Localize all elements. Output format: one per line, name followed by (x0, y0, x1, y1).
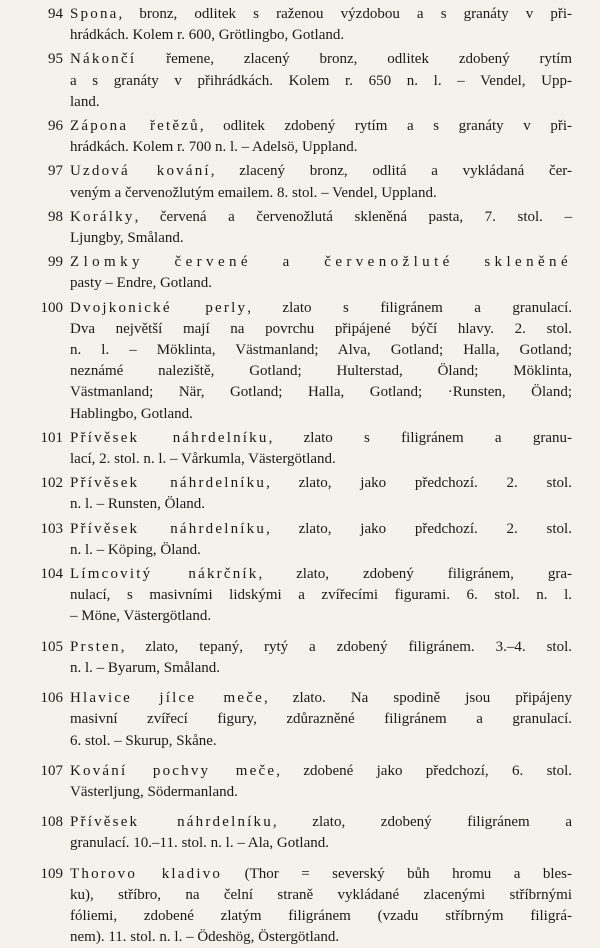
entry-term: Hlavice jílce meče (70, 690, 264, 707)
catalog-entry (30, 207, 572, 249)
entry-line: veným a červenožlutým emailem. 8. stol. – Vendel, Uppland. (70, 184, 437, 201)
entry-line (70, 564, 572, 585)
entry-line: 6. stol. – Skurup, Skåne. (70, 732, 217, 749)
entry-description (70, 161, 572, 203)
catalog-entry (30, 637, 572, 679)
entry-line: Hablingbo, Gotland. (70, 405, 193, 422)
entry-line (70, 864, 572, 885)
entry-line: granulací. 10.–11. stol. n. l. – Ala, Gotland. (70, 835, 329, 852)
entry-line: hrádkách. Kolem r. 600, Grötlingbo, Gotland. (70, 27, 345, 44)
catalog-entry (30, 812, 572, 854)
entry-text: (Thor = severský bůh hromu a bles- (222, 865, 572, 882)
entry-description (70, 637, 572, 679)
entry-description (70, 116, 572, 158)
entry-text: , zlato, zdobený filigránem a (272, 814, 572, 831)
entry-line (70, 4, 572, 25)
entry-text: , zlacený bronz, odlitá a vykládaná čer- (210, 163, 572, 180)
entry-number: 106 (40, 690, 63, 707)
entry-description (70, 4, 572, 46)
entry-description (70, 864, 572, 948)
entry-text: řemene, zlacený bronz, odlitek zdobený rytím (136, 51, 572, 68)
entry-line: Ljungby, Småland. (70, 230, 184, 247)
entry-description (70, 519, 572, 561)
entry-line (70, 519, 572, 540)
entry-text: , bronz, odlitek s raženou výzdobou a s granáty v při- (118, 6, 572, 22)
entry-description (70, 207, 572, 249)
entry-description (70, 812, 572, 854)
entry-description (70, 761, 572, 803)
entry-number: 108 (40, 814, 63, 831)
entry-description (70, 473, 572, 515)
entry-term: Přívěsek náhrdelníku (70, 429, 269, 446)
entry-number: 101 (40, 429, 63, 446)
entry-line (70, 161, 572, 182)
entry-term: Spona (70, 6, 119, 22)
entry-term: Uzdová kování (70, 163, 211, 180)
catalog-entry (30, 761, 572, 803)
entry-description (70, 564, 572, 628)
entry-line (70, 207, 572, 228)
entry-line: fóliemi, zdobené zlatým filigránem (vzadu stříbrným filigrá- (70, 907, 572, 924)
entry-number: 96 (48, 118, 63, 135)
entry-line: n. l. – Runsten, Öland. (70, 496, 205, 513)
entry-description (70, 298, 572, 425)
entry-line (70, 252, 572, 273)
catalog-entry (30, 864, 572, 948)
entry-term: Kování pochvy meče (70, 762, 277, 779)
entry-line (70, 116, 572, 137)
entry-description (70, 688, 572, 752)
entry-term: Nákončí (70, 51, 137, 68)
entry-description (70, 428, 572, 470)
entry-number: 100 (40, 299, 63, 316)
entry-number: 103 (40, 520, 63, 537)
entry-term: Dvojkonické perly (70, 299, 248, 316)
entry-line: – Möne, Västergötland. (70, 608, 212, 625)
entry-term: Korálky (70, 208, 135, 225)
entry-number: 95 (48, 51, 63, 68)
entry-term: Prsten (70, 638, 121, 655)
entry-line: nulací, s masivními lidskými a zvířecími figurami. 6. stol. n. l. (70, 587, 572, 604)
entry-term: Thorovo kladivo (70, 865, 223, 882)
entry-number: 99 (48, 254, 63, 271)
entry-line: hrádkách. Kolem r. 700 n. l. – Adelsö, Uppland. (70, 139, 358, 156)
entry-number: 94 (48, 6, 63, 22)
entry-line (70, 688, 572, 709)
entry-number: 98 (48, 208, 63, 225)
entry-line: n. l. – Köping, Öland. (70, 541, 201, 558)
entry-line (70, 761, 572, 782)
entry-line (70, 473, 572, 494)
catalog-entry (30, 252, 572, 294)
catalog-entry (30, 688, 572, 752)
entry-number: 109 (40, 865, 63, 882)
entry-text: , zlato s filigránem a granulací. (247, 299, 572, 316)
entry-line: Västerljung, Södermanland. (70, 783, 238, 800)
entry-description (70, 49, 572, 113)
entry-term: Zlomky červené a červenožluté skleněné (70, 254, 572, 271)
catalog-entry (30, 49, 572, 113)
entry-term: Zápona řetězů (70, 118, 200, 135)
entry-line: nem). 11. stol. n. l. – Ödeshög, Östergötland. (70, 929, 340, 946)
catalog-entry (30, 564, 572, 628)
catalog-entry (30, 161, 572, 203)
entry-number: 105 (40, 638, 63, 655)
entry-number: 107 (40, 762, 63, 779)
entry-term: Límcovitý nákrčník (70, 566, 259, 583)
entry-text: , odlitek zdobený rytím a s granáty v při- (199, 118, 573, 135)
entry-line: a s granáty v přihrádkách. Kolem r. 650 n. l. – Vendel, Upp- (70, 72, 572, 89)
entry-text: , červená a červenožlutá skleněná pasta, 7. stol. – (134, 208, 572, 225)
entry-line (70, 49, 572, 70)
catalog-entry (30, 298, 572, 425)
catalog-entry (30, 116, 572, 158)
entry-term: Přívěsek náhrdelníku (70, 814, 273, 831)
catalog-entry (30, 428, 572, 470)
entry-text: , zdobené jako předchozí, 6. stol. (276, 762, 573, 779)
entry-line (70, 637, 572, 658)
entry-text: , zlato, tepaný, rytý a zdobený filigránem. 3.–4. stol. (120, 638, 572, 655)
entry-text: , zlato. Na spodině jsou připájeny (263, 690, 572, 707)
entry-line (70, 428, 572, 449)
entry-line: neznámé naleziště, Gotland; Hulterstad, Öland; Möklinta, (70, 363, 572, 380)
entry-line: Västmanland; När, Gotland; Halla, Gotland; ·Runsten, Öland; (70, 384, 572, 401)
catalog-entry (30, 519, 572, 561)
catalog-entry (30, 4, 572, 46)
entry-text: , zlato, zdobený filigránem, gra- (258, 566, 572, 583)
entry-number: 97 (48, 163, 63, 180)
entry-line: ku), stříbro, na čelní straně vykládané zlacenými stříbrnými (70, 886, 572, 903)
entry-list (30, 4, 572, 948)
entry-line: pasty – Endre, Gotland. (70, 275, 213, 292)
entry-line: Dva největší mají na povrchu připájené býčí hlavy. 2. stol. (70, 320, 572, 337)
entry-term: Přívěsek náhrdelníku (70, 520, 267, 537)
entry-line: land. (70, 93, 100, 110)
entry-line: n. l. – Byarum, Småland. (70, 659, 220, 676)
entry-line (70, 812, 572, 833)
entry-line: lací, 2. stol. n. l. – Vårkumla, Västergötland. (70, 451, 336, 468)
entry-text: , zlato, jako předchozí. 2. stol. (266, 475, 572, 492)
entry-line (70, 298, 572, 319)
entry-term: Přívěsek náhrdelníku (70, 475, 267, 492)
entry-number: 104 (40, 566, 63, 583)
entry-text: , zlato s filigránem a granu- (268, 429, 572, 446)
entry-text: , zlato, jako předchozí. 2. stol. (266, 520, 572, 537)
catalog-entry (30, 473, 572, 515)
entry-description (70, 252, 572, 294)
entry-line: masivní zvířecí figury, zdůrazněné filigránem a granulací. (70, 711, 572, 728)
entry-number: 102 (40, 475, 63, 492)
entry-line: n. l. – Möklinta, Västmanland; Alva, Gotland; Halla, Gotland; (70, 342, 572, 359)
